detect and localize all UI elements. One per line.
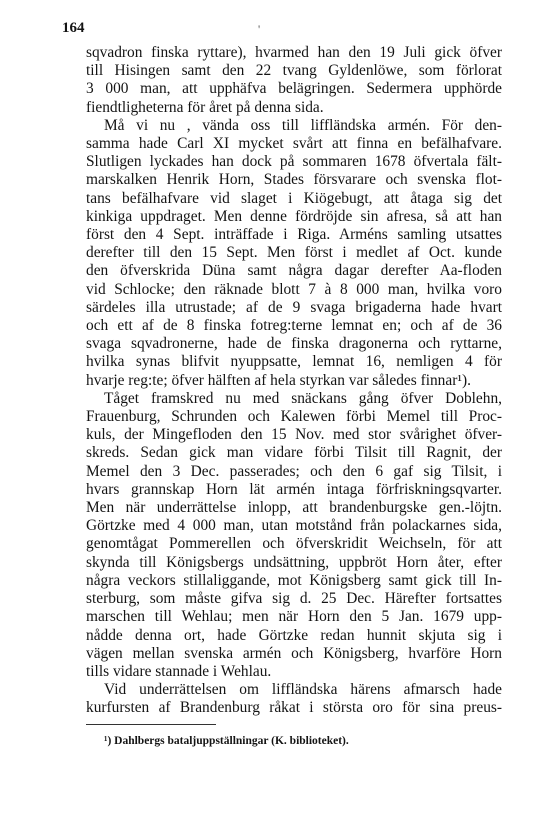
text-line: samma hade Carl XI mycket svårt att finna en befälhafvare. xyxy=(86,135,502,153)
text-line: marskalken Henrik Horn, Stades försvarare och svenska flot- xyxy=(86,171,502,189)
text-line: sqvadron finska ryttare), hvarmed han den 19 Juli gick öfver xyxy=(86,44,502,61)
text-line: hvars grannskap Horn lät armén intaga förfriskningsqvarter. xyxy=(86,480,502,498)
text-line: vägen mellan svenska armén och Königsberg, hvarföre Horn xyxy=(86,644,502,662)
text-line: Må vi nu , vända oss till liffländska armén. För den- xyxy=(104,116,502,134)
text-line: Memel den 3 Dec. passerades; och den 6 gaf sig Tilsit, i xyxy=(86,462,502,480)
text-line: tills vidare stannade i Wehlau. xyxy=(86,662,272,680)
text-line: genomtågat Pommerellen och öfverskridit Weichseln, för att xyxy=(86,535,502,553)
text-line: kurfursten af Brandenburg råkat i största oro för sina preus- xyxy=(86,699,502,717)
text-line: kuls, der Mingefloden den 15 Nov. med stor svårighet öfver- xyxy=(86,426,502,444)
page-number: 164 xyxy=(62,20,85,36)
text-line: Görtzke med 4 000 man, utan motstånd från polackarnes sida, xyxy=(86,517,502,535)
text-line: vid Schlocke; den räknade blott 7 à 8 000 man, hvilka voro xyxy=(86,280,502,298)
text-line: och ett af de 8 finska fotreg:terne lemnat en; och af de 36 xyxy=(86,317,502,335)
text-line: några veckors stillaliggande, mot Königsberg samt gick till In- xyxy=(86,571,502,589)
page-mark: ' xyxy=(258,22,261,36)
text-line: kinkiga uppdraget. Men denne fördröjde sin afresa, så att han xyxy=(86,207,502,225)
text-line: Frauenburg, Schrunden och Kalewen förbi Memel till Proc- xyxy=(86,408,502,426)
text-line: hvarje reg:te; öfver hälften af hela styrkan var således finnar¹). xyxy=(86,371,471,389)
text-line: derefter till den 15 Sept. Men först i medlet af Oct. kunde xyxy=(86,244,502,262)
body-text xyxy=(86,44,502,718)
text-line: den öfverskrida Düna samt några dagar derefter Aa-floden xyxy=(86,262,502,280)
text-line: först den 4 Sept. inträffade i Riga. Arméns samling utsattes xyxy=(86,226,502,244)
text-line: Men när underrättelse inlopp, att brandenburgske gen.-löjtn. xyxy=(86,499,502,517)
text-line: fiendtligheterna för året på denna sida. xyxy=(86,98,324,116)
text-line: marschen till Wehlau; men när Horn den 5 Jan. 1679 upp- xyxy=(86,608,502,626)
text-line: skreds. Sedan gick man vidare förbi Tilsit till Ragnit, der xyxy=(86,444,502,462)
footnote: ¹) Dahlbergs bataljuppställningar (K. biblioteket). xyxy=(104,735,349,747)
text-line: Slutligen lyckades han dock på sommaren 1678 öfvertala fält- xyxy=(86,153,502,171)
text-line: tans befälhafvare vid slaget i Kiögebugt, att åtaga sig det xyxy=(86,189,502,207)
text-line: svaga sqvadronerne, hade de finska dragonerna och ryttarne, xyxy=(86,335,502,353)
footnote-rule xyxy=(86,724,216,725)
text-line: sterburg, som måste gifva sig d. 25 Dec. Härefter fortsattes xyxy=(86,590,502,608)
text-line: skynda till Königsbergs undsättning, uppbröt Horn åter, efter xyxy=(86,553,502,571)
text-line: till Hisingen samt den 22 tvang Gyldenlöwe, som förlorat xyxy=(86,62,502,80)
text-line: hvilka synas blifvit nyuppsatte, lemnat 16, nemligen 4 för xyxy=(86,353,502,371)
text-line: Vid underrättelsen om liffländska härens afmarsch hade xyxy=(104,681,502,699)
text-line: nådde denna ort, hade Görtzke redan hunnit skjuta sig i xyxy=(86,626,502,644)
text-line: 3 000 man, att upphäfva belägringen. Sedermera upphörde xyxy=(86,80,502,98)
text-line: Tåget framskred nu med snäckans gång öfver Doblehn, xyxy=(104,389,502,407)
text-line: särdeles illa utrustade; af de 9 svaga brigaderna hade hvart xyxy=(86,298,502,316)
